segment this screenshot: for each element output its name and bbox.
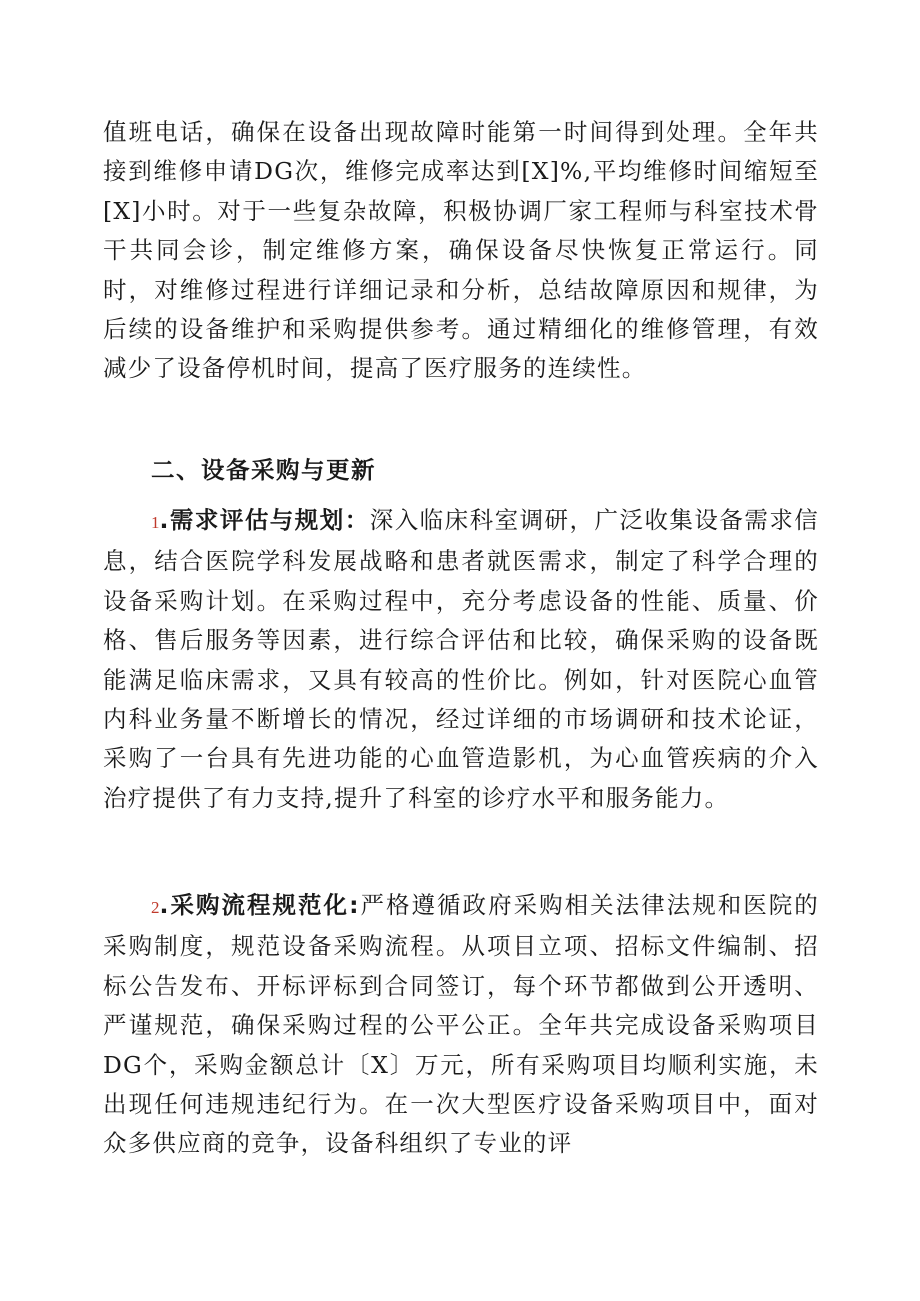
paragraph-procurement-process (103, 886, 819, 1164)
item-title: .采购流程规范化: (159, 891, 360, 919)
item-number: 1 (151, 513, 160, 532)
paragraph-demand-assessment (103, 501, 819, 818)
paragraph-repair-summary: 值班电话，确保在设备出现故障时能第一时间得到处理。全年共接到维修申请DG次，维修完成率达到[X]%,平均维修时间缩短至[X]小时。对于一些复杂故障，积极协调厂家工程师与科室技术骨干共同会诊，制定维修方案，确保设备尽快恢复正常运行。同时，对维修过程进行详细记录和分析，总结故障原因和规律，为后续的设备维护和采购提供参考。通过精细化的维修管理，有效减少了设备停机时间，提高了医疗服务的连续性。 (103, 118, 819, 383)
item-title: .需求评估与规划： (159, 506, 370, 534)
item-body: 深入临床科室调研，广泛收集设备需求信息，结合医院学科发展战略和患者就医需求，制定了科学合理的设备采购计划。在采购过程中，充分考虑设备的性能、质量、价格、售后服务等因素，进行综合评估和比较，确保采购的设备既能满足临床需求，又具有较高的性价比。例如，针对医院心血管内科业务量不断增长的情况，经过详细的市场调研和技术论证，采购了一台具有先进功能的心血管造影机，为心血管疾病的介入治疗提供了有力支持,提升了科室的诊疗水平和服务能力。 (103, 506, 819, 812)
item-number: 2 (151, 898, 160, 917)
item-body: 严格遵循政府采购相关法律法规和医院的采购制度，规范设备采购流程。从项目立项、招标文件编制、招标公告发布、开标评标到合同签订，每个环节都做到公开透明、严谨规范，确保采购过程的公平公正。全年共完成设备采购项目DG个，采购金额总计〔X〕万元，所有采购项目均顺利实施，未出现任何违规违纪行为。在一次大型医疗设备采购项目中，面对众多供应商的竞争，设备科组织了专业的评 (103, 891, 819, 1158)
section-heading: 二、设备采购与更新 (151, 456, 376, 484)
